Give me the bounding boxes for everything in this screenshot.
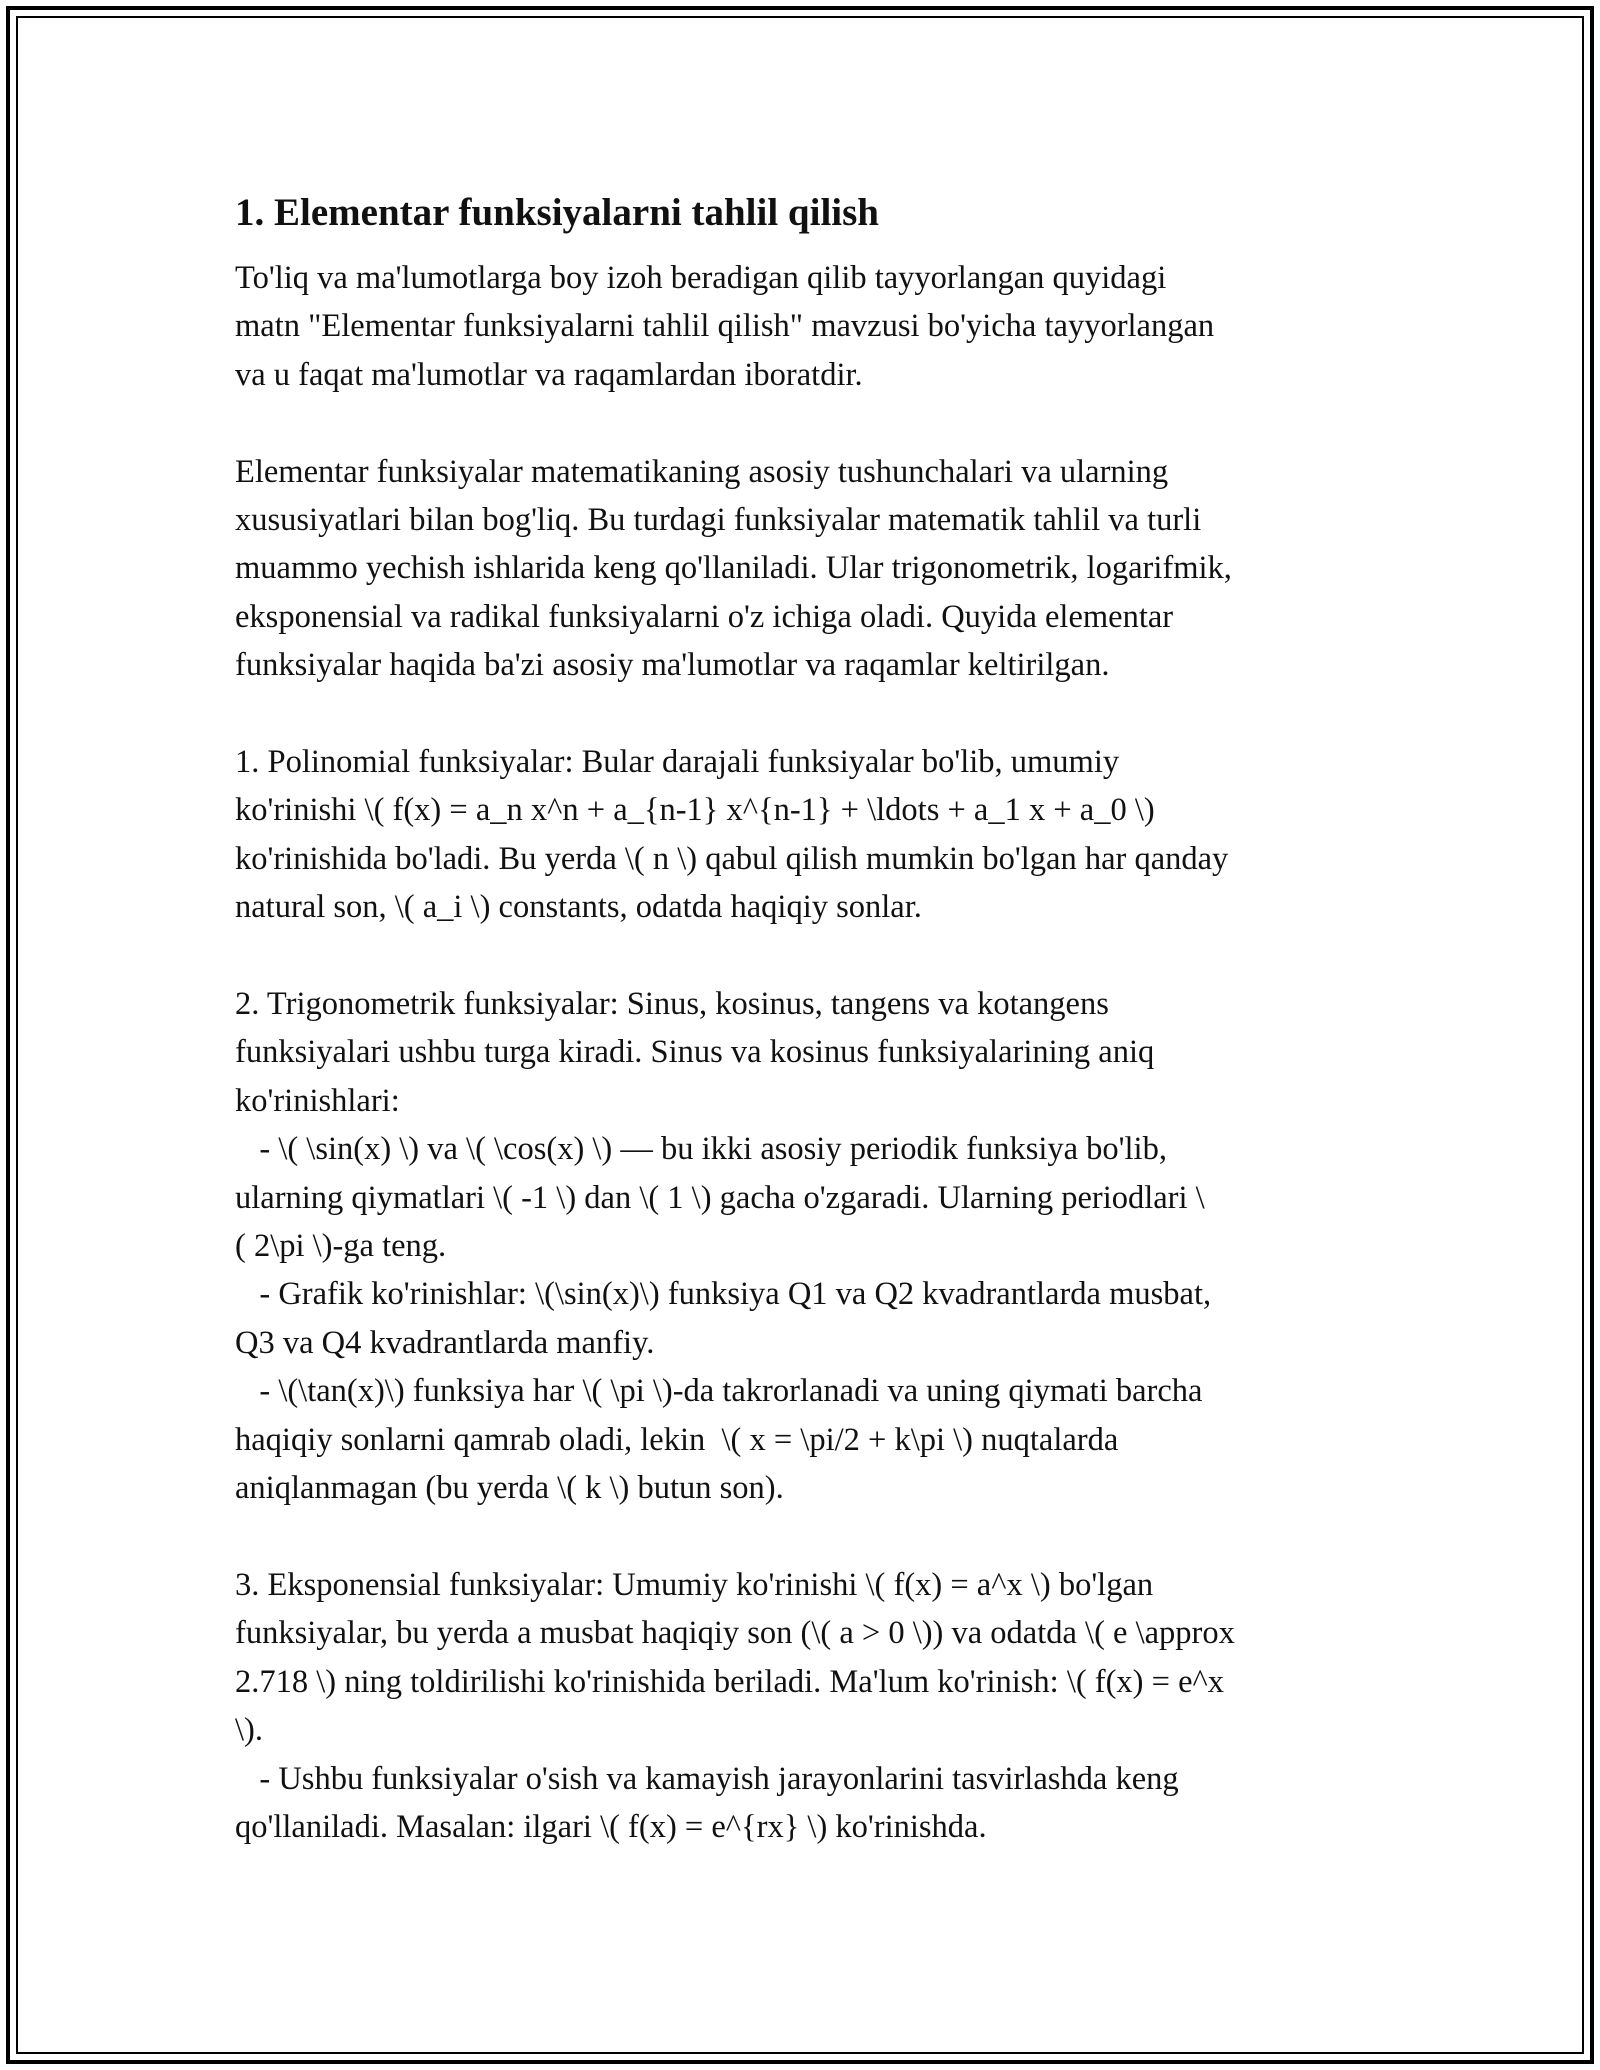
paragraph-polynomial bbox=[235, 738, 1375, 932]
text-line: haqiqiy sonlarni qamrab oladi, lekin \( x = \pi/2 + k\pi \) nuqtalarda bbox=[235, 1421, 1119, 1458]
paragraph-trigonometric bbox=[235, 980, 1375, 1512]
text-line: qo'llaniladi. Masalan: ilgari \( f(x) = e^{rx} \) ko'rinishda. bbox=[235, 1808, 987, 1845]
text-line: ko'rinishi \( f(x) = a_n x^n + a_{n-1} x^{n-1} + \ldots + a_1 x + a_0 \) bbox=[235, 792, 1155, 829]
text-line: ko'rinishida bo'ladi. Bu yerda \( n \) qabul qilish mumkin bo'lgan har qanday bbox=[235, 840, 1229, 877]
text-line: aniqlanmagan (bu yerda \( k \) butun son). bbox=[235, 1470, 784, 1507]
text-line: - \(\tan(x)\) funksiya har \( \pi \)-da takrorlanadi va uning qiymati barcha bbox=[235, 1373, 1203, 1410]
text-line: 3. Eksponensial funksiyalar: Umumiy ko'rinishi \( f(x) = a^x \) bo'lgan bbox=[235, 1566, 1154, 1603]
text-line: 2.718 \) ning toldirilishi ko'rinishida beriladi. Ma'lum ko'rinish: \( f(x) = e^x bbox=[235, 1663, 1225, 1700]
text-line: - Ushbu funksiyalar o'sish va kamayish jarayonlarini tasvirlashda keng bbox=[235, 1760, 1179, 1797]
paragraph-exponential bbox=[235, 1561, 1375, 1851]
text-line: - \( \sin(x) \) va \( \cos(x) \) — bu ikki asosiy periodik funksiya bo'lib, bbox=[235, 1131, 1167, 1168]
text-line: va u faqat ma'lumotlar va raqamlardan iboratdir. bbox=[235, 356, 863, 393]
text-line: ularning qiymatlari \( -1 \) dan \( 1 \) gacha o'zgaradi. Ularning periodlari \ bbox=[235, 1179, 1205, 1216]
text-line: matn "Elementar funksiyalarni tahlil qilish" mavzusi bo'yicha tayyorlangan bbox=[235, 308, 1215, 345]
paragraph-intro bbox=[235, 254, 1375, 399]
text-line: ko'rinishlari: bbox=[235, 1082, 400, 1119]
text-line: ( 2\pi \)-ga teng. bbox=[235, 1228, 447, 1265]
text-line: muammo yechish ishlarida keng qo'llaniladi. Ular trigonometrik, logarifmik, bbox=[235, 550, 1232, 587]
text-line: 2. Trigonometrik funksiyalar: Sinus, kosinus, tangens va kotangens bbox=[235, 986, 1109, 1023]
text-line: Q3 va Q4 kvadrantlarda manfiy. bbox=[235, 1324, 655, 1361]
text-line: To'liq va ma'lumotlarga boy izoh beradigan qilib tayyorlangan quyidagi bbox=[235, 260, 1167, 296]
paragraph-overview bbox=[235, 448, 1375, 690]
text-line: \). bbox=[235, 1712, 263, 1749]
text-line: xususiyatlari bilan bog'liq. Bu turdagi funksiyalar matematik tahlil va turli bbox=[235, 502, 1202, 539]
text-line: funksiyalari ushbu turga kiradi. Sinus va kosinus funksiyalarining aniq bbox=[235, 1034, 1155, 1071]
text-line: 1. Polinomial funksiyalar: Bular darajali funksiyalar bo'lib, umumiy bbox=[235, 744, 1120, 781]
text-line: natural son, \( a_i \) constants, odatda haqiqiy sonlar. bbox=[235, 889, 922, 926]
text-line: funksiyalar haqida ba'zi asosiy ma'lumotlar va raqamlar keltirilgan. bbox=[235, 647, 1110, 684]
text-line: Elementar funksiyalar matematikaning asosiy tushunchalari va ularning bbox=[235, 453, 1169, 490]
text-line: funksiyalar, bu yerda a musbat haqiqiy son (\( a > 0 \)) va odatda \( e \approx bbox=[235, 1615, 1235, 1652]
text-line: - Grafik ko'rinishlar: \(\sin(x)\) funksiya Q1 va Q2 kvadrantlarda musbat, bbox=[235, 1276, 1212, 1313]
text-line: eksponensial va radikal funksiyalarni o'z ichiga oladi. Quyida elementar bbox=[235, 598, 1174, 635]
document-body bbox=[235, 185, 1375, 1900]
section-heading: 1. Elementar funksiyalarni tahlil qilish bbox=[235, 191, 879, 234]
